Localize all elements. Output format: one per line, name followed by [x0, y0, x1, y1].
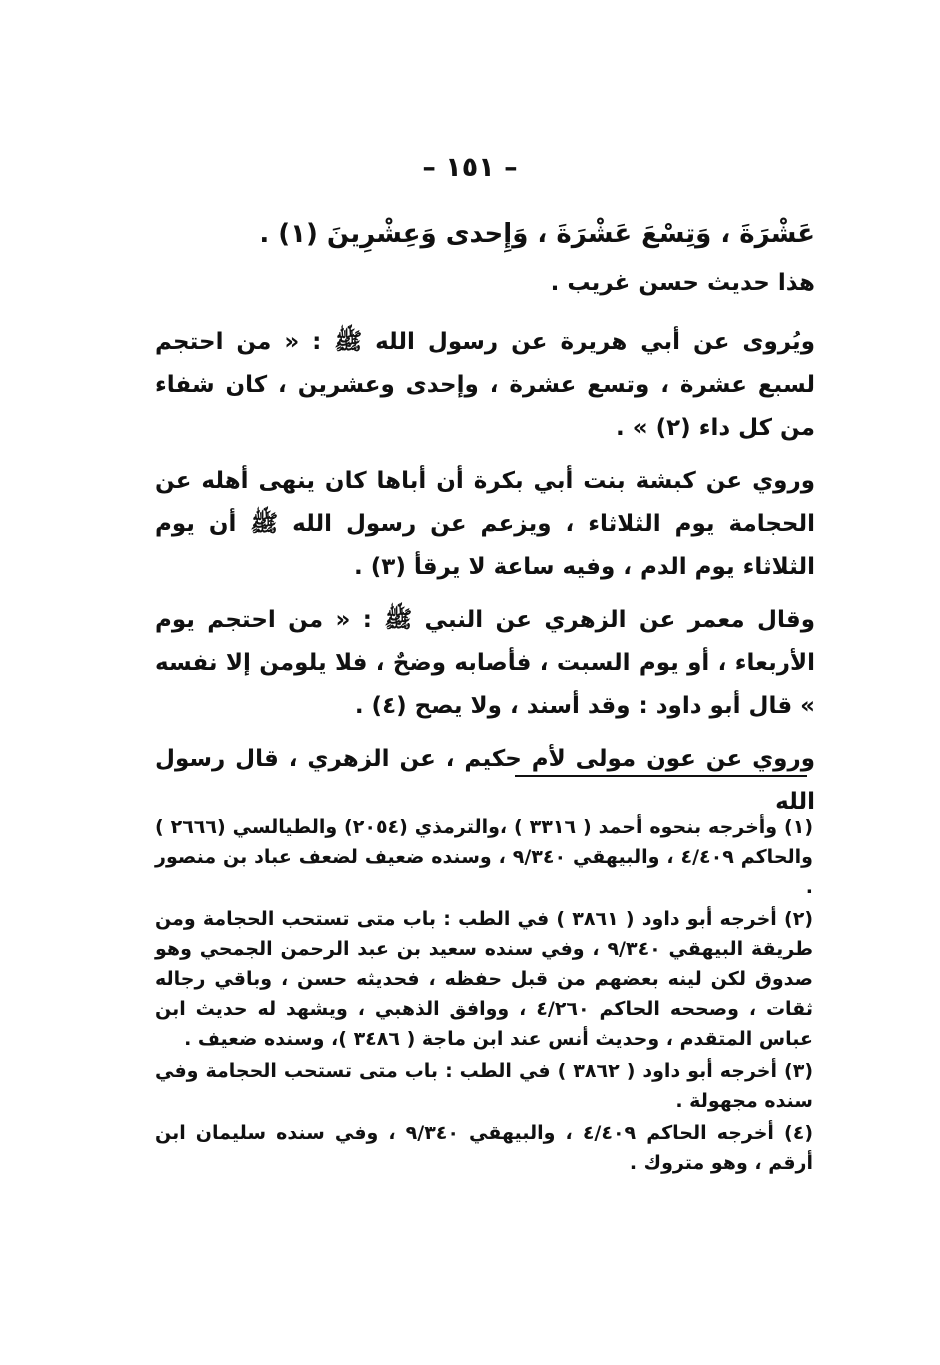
paragraph-awn: وروي عن عون مولى لأم حكيم ، عن الزهري ، قال رسول الله [155, 746, 815, 815]
paragraph-abu-hurayra: ويُروى عن أبي هريرة عن رسول الله ﷺ : « من احتجم لسبع عشرة ، وتسع عشرة ، وإحدى وعشرين ، كان شفاء من كل داء (٢) » . [155, 329, 815, 441]
footnote-1: (١) وأخرجه بنحوه أحمد ( ٣٣١٦ ) ،والترمذي (٢٠٥٤) والطيالسي (٢٦٦٦ ) والحاكم ٤/٤٠٩ ، والبيهقي ٩/٣٤٠ ، وسنده ضعيف لضعف عباد بن منصور . [155, 816, 813, 898]
footnote-4: (٤) أخرجه الحاكم ٤/٤٠٩ ، والبيهقي ٩/٣٤٠ ، وفي سنده سليمان ابن أرقم ، وهو متروك . [155, 1122, 813, 1174]
page-number: – ١٥١ – [422, 152, 518, 183]
paragraph-kabsha: وروي عن كبشة بنت أبي بكرة أن أباها كان ينهى أهله عن الحجامة يوم الثلاثاء ، ويزعم عن رسول الله ﷺ أن يوم الثلاثاء يوم الدم ، وفيه ساعة لا يرقأ (٣) . [155, 468, 815, 580]
footnote-2: (٢) أخرجه أبو داود ( ٣٨٦١ ) في الطب : باب متى تستحب الحجامة ومن طريقة البيهقي ٩/٣٤٠ ، وفي سنده سعيد بن عبد الرحمن الجمحي وهو صدوق لكن لينه بعضهم من قبل حفظه ، فحديثه حسن ، وباقي رجاله ثقات ، وصححه الحاكم ٤/٢٦٠ ، ووافق الذهبي ، ويشهد له حديث ابن عباس المتقدم ، وحديث أنس عند ابن ماجة ( ٣٤٨٦ )، وسنده ضعيف . [155, 908, 813, 1050]
paragraph-hadith-grade: هذا حديث حسن غريب . [550, 270, 815, 296]
footnote-divider [515, 775, 807, 777]
footnotes [155, 812, 813, 1178]
footnote-3: (٣) أخرجه أبو داود ( ٣٨٦٢ ) في الطب : باب متى تستحب الحجامة وفي سنده مجهولة . [155, 1060, 813, 1112]
paragraph-mamar: وقال معمر عن الزهري عن النبي ﷺ : « من احتجم يوم الأربعاء ، أو يوم السبت ، فأصابه وضحٌ ، فلا يلومن إلا نفسه » قال أبو داود : وقد أسند ، ولا يصح (٤) . [155, 607, 815, 719]
main-text [155, 208, 815, 834]
paragraph-verse-ending: عَشْرَةَ ، وَتِسْعَ عَشْرَةَ ، وَإِحدى وَعِشْرِينَ (١) . [259, 219, 815, 249]
